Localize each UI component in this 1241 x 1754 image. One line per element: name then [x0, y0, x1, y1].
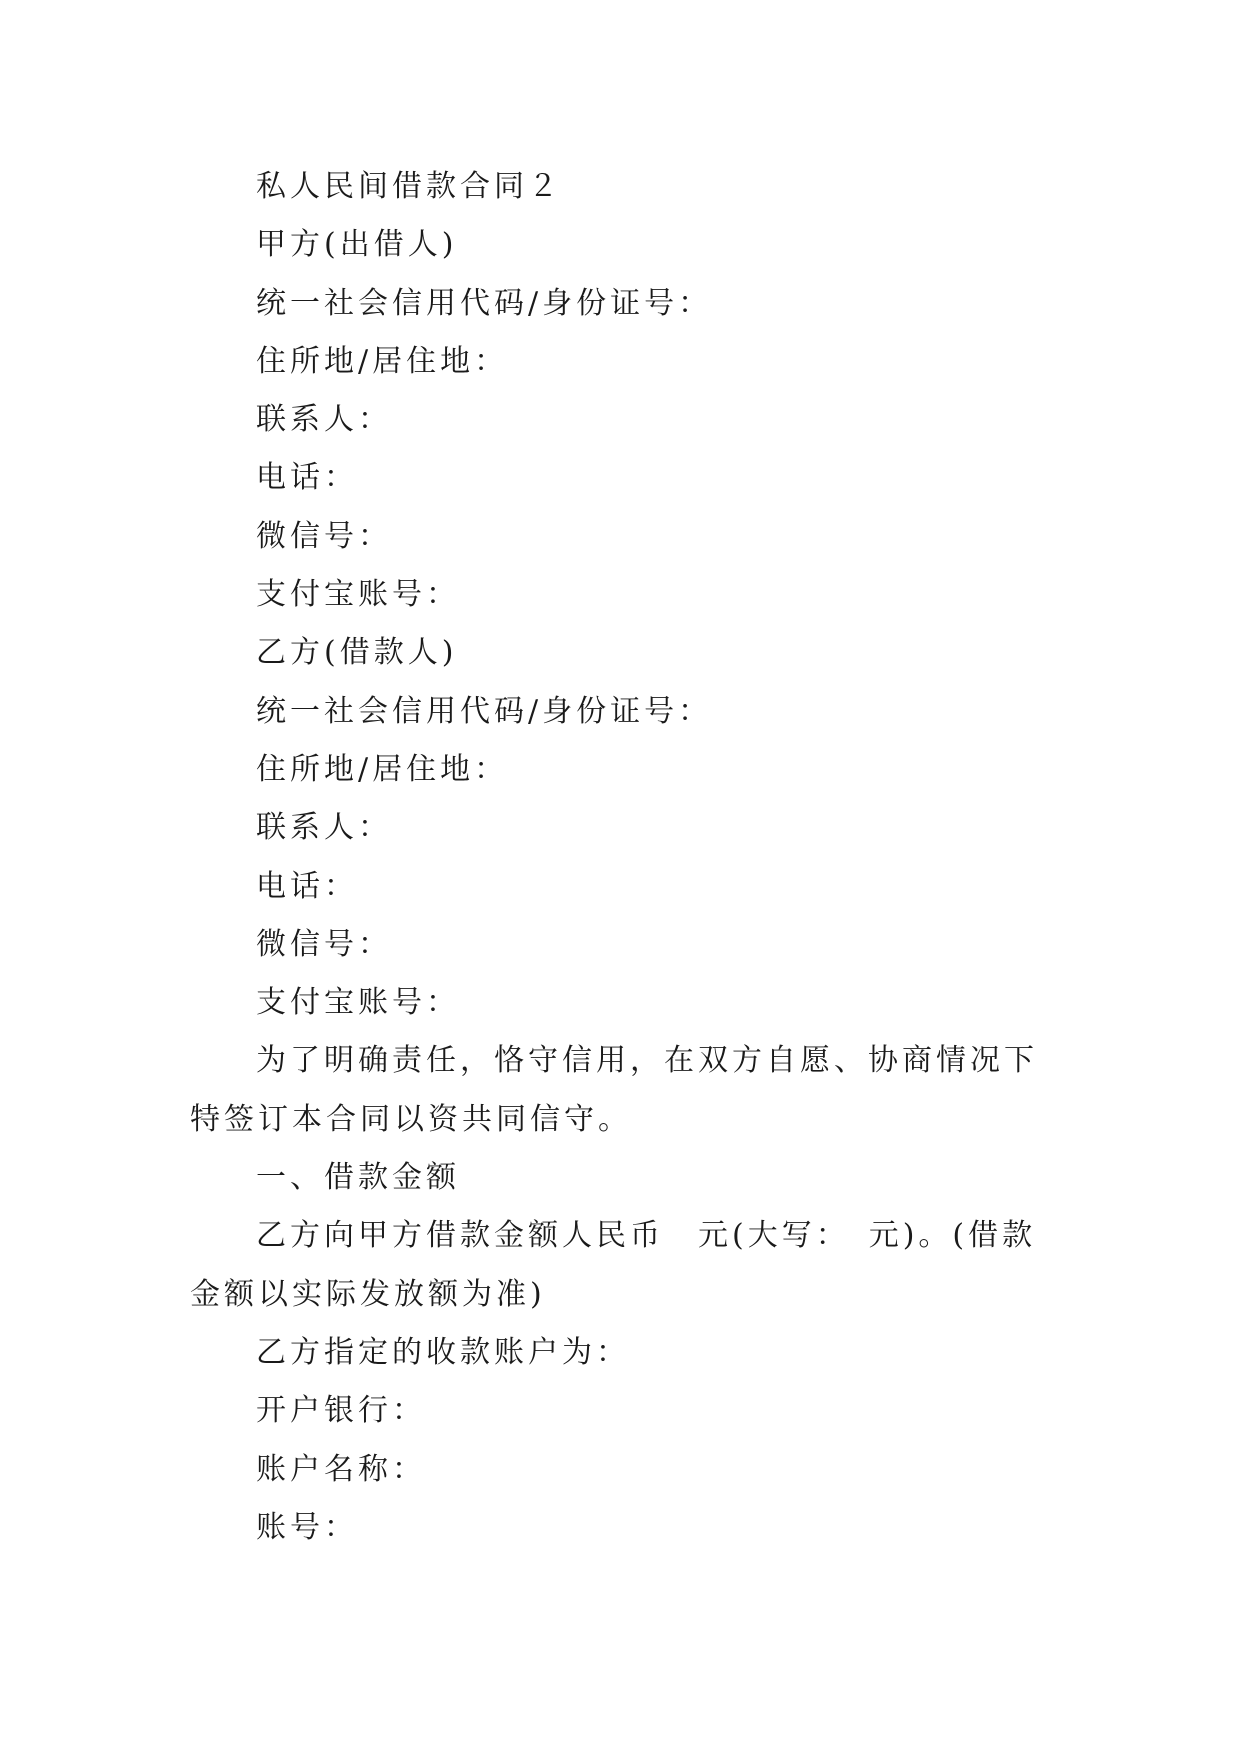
section-1-heading: 一、借款金额	[256, 1160, 460, 1196]
party-a-phone-label: 电话：	[256, 460, 358, 496]
party-a-heading: 甲方(出借人)	[256, 227, 458, 263]
party-a-wechat-label: 微信号：	[256, 518, 392, 554]
party-b-wechat-label: 微信号：	[256, 926, 392, 962]
party-b-alipay-label: 支付宝账号：	[256, 985, 460, 1021]
party-b-address-label: 住所地/居住地：	[256, 751, 509, 787]
party-a-alipay-label: 支付宝账号：	[256, 577, 460, 613]
preamble-paragraph: 为了明确责任，恪守信用，在双方自愿、协商情况下特签订本合同以资共同信守。	[190, 1043, 1038, 1137]
party-b-heading: 乙方(借款人)	[256, 635, 458, 671]
loan-amount-clause: 乙方向甲方借款金额人民币 元(大写： 元)。(借款金额以实际发放额为准)	[190, 1218, 1037, 1312]
account-name-label: 账户名称：	[256, 1451, 426, 1487]
party-a-address-label: 住所地/居住地：	[256, 343, 509, 379]
receiving-account-intro: 乙方指定的收款账户为：	[256, 1334, 630, 1370]
document-title: 私人民间借款合同２	[256, 169, 562, 204]
party-b-phone-label: 电话：	[256, 868, 358, 904]
account-number-label: 账号：	[256, 1509, 358, 1545]
party-a-contact-label: 联系人：	[256, 402, 392, 438]
document-body	[190, 158, 1050, 1557]
party-b-id-label: 统一社会信用代码/身份证号：	[256, 693, 713, 729]
party-b-contact-label: 联系人：	[256, 810, 392, 846]
party-a-id-label: 统一社会信用代码/身份证号：	[256, 285, 713, 321]
bank-label: 开户银行：	[256, 1393, 426, 1429]
